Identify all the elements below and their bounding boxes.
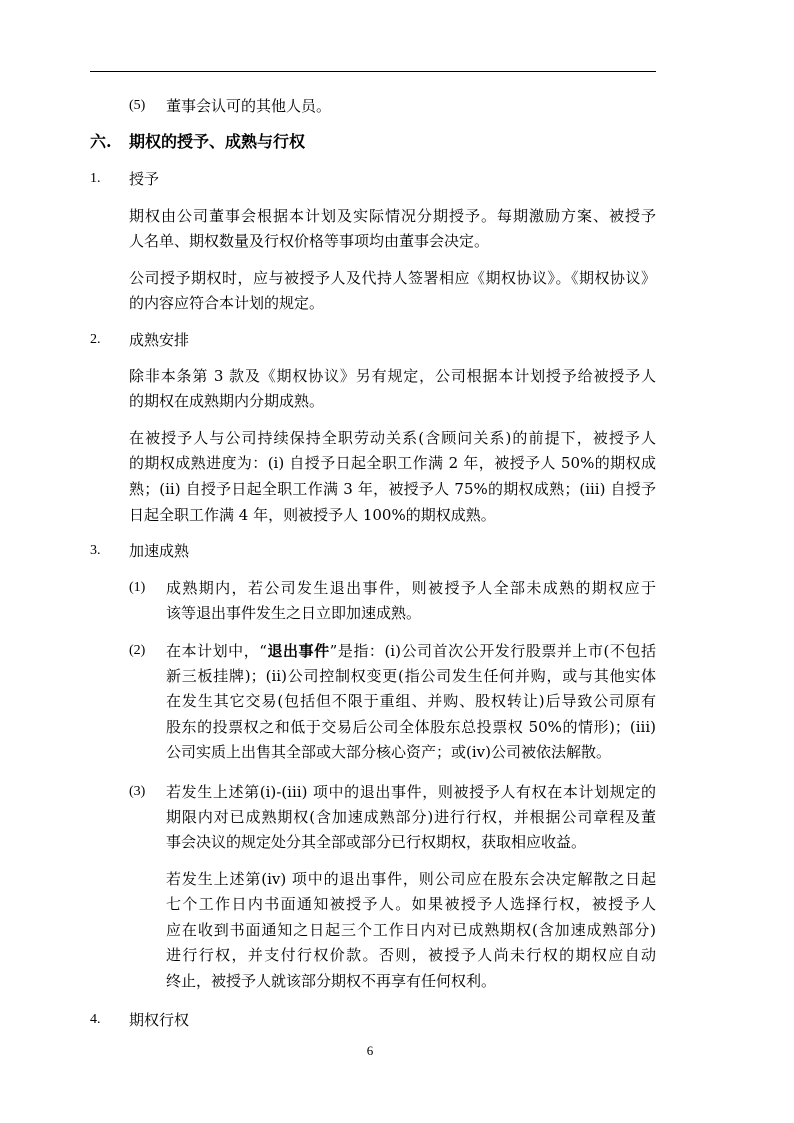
clause-2-number: 2.: [90, 332, 101, 347]
clause-4-number: 4.: [90, 1012, 101, 1027]
clause-1-p2-line-2: 的内容应符合本计划的规定。: [129, 294, 325, 312]
clause-2-p1-line-2: 的期权在成熟期内分期成熟。: [129, 392, 325, 410]
clause-1-p1-line-2: 人名单、期权数量及行权价格等事项均由董事会决定。: [129, 232, 490, 250]
section-6-number: 六.: [90, 132, 112, 151]
clause-3-sub-2-line-2: 新三板挂牌)；(ii)公司控制权变更(指公司发生任何并购，或与其他实体: [166, 667, 656, 685]
section-6-title: 期权的授予、成熟与行权: [129, 132, 306, 151]
clause-3-sub-3-line-3: 事会决议的规定处分其全部或部分已行权期权，获取相应收益。: [166, 833, 587, 851]
clause-3-sub-3-p2-line-2: 七个工作日内书面通知被授予人。如果被授予人选择行权，被授予人: [166, 895, 656, 913]
clause-3-sub-1-line-1: 成熟期内，若公司发生退出事件，则被授予人全部未成熟的期权应于: [166, 579, 656, 597]
clause-4-title: 期权行权: [129, 1011, 190, 1029]
clause-2-p1-line-1: 除非本条第 3 款及《期权协议》另有规定，公司根据本计划授予给被授予人: [129, 367, 656, 385]
clause-3-sub-3-line-2: 期限内对已成熟期权(含加速成熟部分)进行行权，并根据公司章程及董: [166, 808, 656, 826]
clause-3-sub-3-p2-line-5: 终止，被授予人就该部分期权不再享有任何权利。: [166, 972, 497, 990]
clause-3-sub-2-line-4: 股东的投票权之和低于交易后公司全体股东总投票权 50%的情形)；(iii): [166, 718, 656, 736]
clause-2-p2-line-2: 的期权成熟进度为：(i) 自授予日起全职工作满 2 年，被授予人 50%的期权成: [129, 454, 656, 472]
clause-3-sub-3-p2-line-3: 应在收到书面通知之日起三个工作日内对已成熟期权(含加速成熟部分): [166, 921, 656, 939]
item-5-number: (5): [129, 98, 146, 113]
clause-3-sub-3-p2-line-4: 进行行权，并支付行权价款。否则，被授予人尚未行权的期权应自动: [166, 946, 656, 964]
exit-event-term: 退出事件: [266, 642, 330, 660]
clause-2-p2-line-1: 在被授予人与公司持续保持全职劳动关系(含顾问关系)的前提下，被授予人: [129, 429, 656, 447]
header-rule: [90, 71, 656, 72]
clause-3-sub-3-number: (3): [129, 784, 146, 799]
clause-3-title: 加速成熟: [129, 542, 190, 560]
clause-3-sub-2-line-1: [166, 641, 656, 661]
clause-3-sub-1-number: (1): [129, 580, 146, 595]
clause-3-sub-2-line-3: 在发生其它交易(包括但不限于重组、并购、股权转让)后导致公司原有: [166, 692, 656, 710]
clause-1-p2-line-1: 公司授予期权时，应与被授予人及代持人签署相应《期权协议》。《期权协议》: [129, 269, 656, 287]
item-5-text: 董事会认可的其他人员。: [166, 97, 332, 115]
clause-1-title: 授予: [129, 170, 160, 188]
clause-3-sub-2-number: (2): [129, 643, 146, 658]
clause-3-sub-1-line-2: 该等退出事件发生之日立即加速成熟。: [166, 604, 422, 622]
clause-2-title: 成熟安排: [129, 331, 190, 349]
clause-3-number: 3.: [90, 543, 101, 558]
page-number: 6: [366, 1043, 374, 1058]
clause-2-p2-line-4: 日起全职工作满 4 年，则被授予人 100%的期权成熟。: [129, 506, 496, 524]
sub-2-line-1-after: ”是指：(i)公司首次公开发行股票并上市(不包括: [329, 642, 656, 660]
clause-2-p2-line-3: 熟；(ii) 自授予日起全职工作满 3 年，被授予人 75%的期权成熟；(iii) 自授予: [129, 480, 656, 498]
clause-1-p1-line-1: 期权由公司董事会根据本计划及实际情况分期授予。每期激励方案、被授予: [129, 207, 656, 225]
sub-2-line-1-before: 在本计划中，“: [166, 642, 267, 660]
clause-3-sub-3-line-1: 若发生上述第(i)-(iii) 项中的退出事件，则被授予人有权在本计划规定的: [166, 783, 656, 801]
clause-1-number: 1.: [90, 171, 101, 186]
clause-3-sub-2-line-5: 公司实质上出售其全部或大部分核心资产；或(iv)公司被依法解散。: [166, 743, 611, 761]
clause-3-sub-3-p2-line-1: 若发生上述第(iv) 项中的退出事件，则公司应在股东会决定解散之日起: [166, 870, 656, 888]
